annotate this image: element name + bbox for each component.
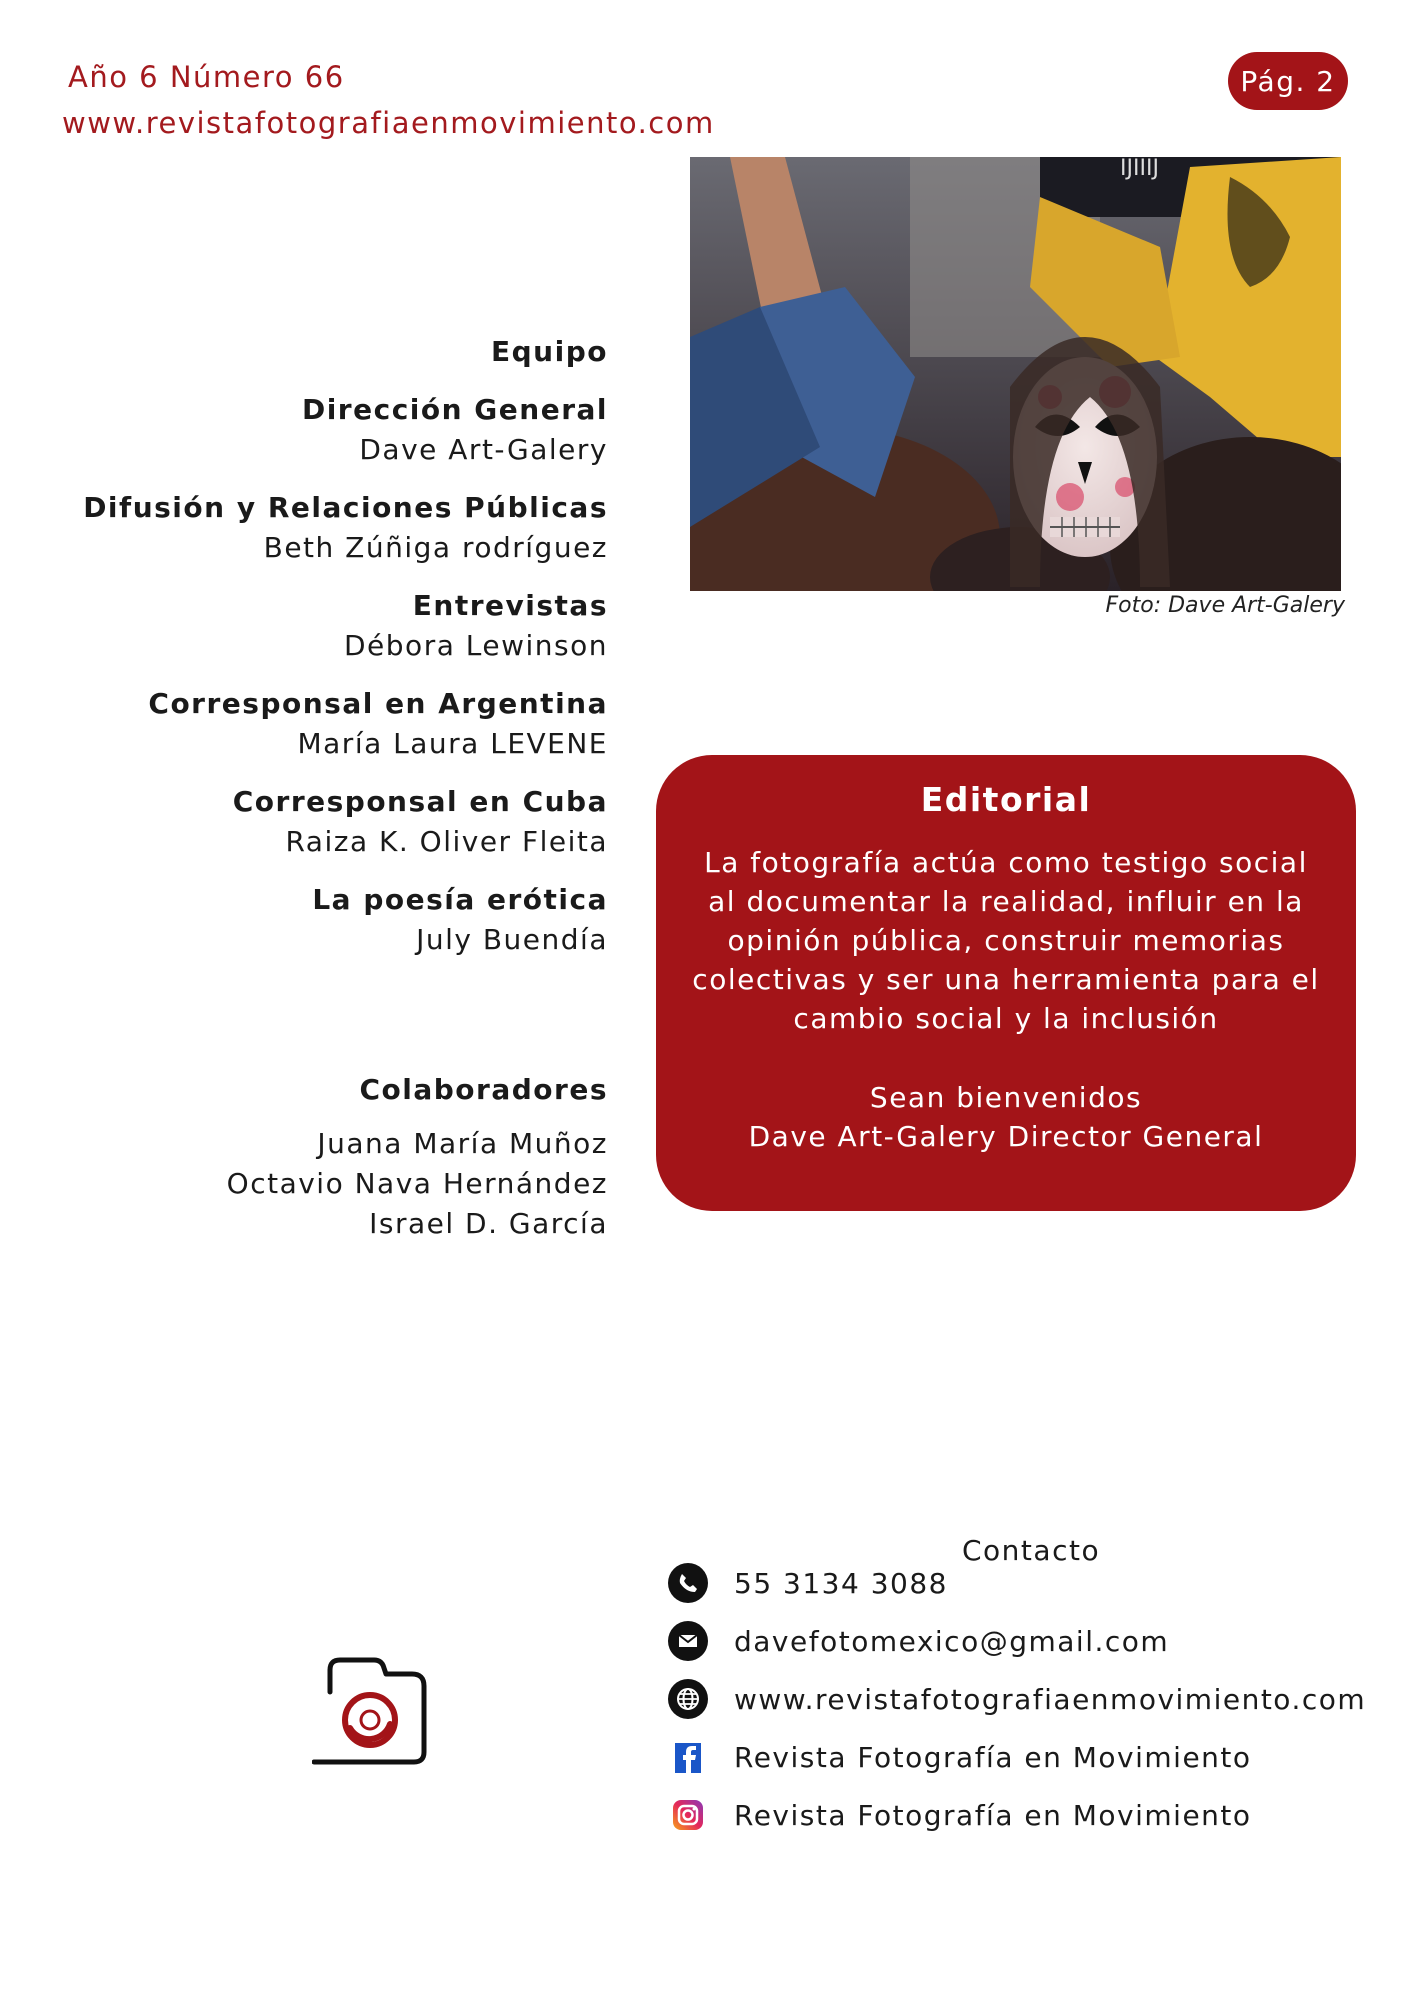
phone-icon xyxy=(668,1563,708,1603)
team-role-block xyxy=(48,488,608,568)
role-title: Difusión y Relaciones Públicas xyxy=(83,491,608,524)
contact-web[interactable] xyxy=(668,1679,1366,1719)
role-title: Corresponsal en Argentina xyxy=(148,687,608,720)
header-website-link[interactable]: www.revistafotografiaenmovimiento.com xyxy=(62,106,715,140)
collaborators-title: Colaboradores xyxy=(359,1073,608,1106)
role-title: La poesía erótica xyxy=(312,883,608,916)
page-number-badge: Pág. 2 xyxy=(1228,52,1348,110)
team-role-block xyxy=(48,880,608,960)
website-link: www.revistafotografiaenmovimiento.com xyxy=(734,1682,1367,1716)
role-title: Entrevistas xyxy=(412,589,608,622)
role-title: Dirección General xyxy=(301,393,608,426)
role-title: Corresponsal en Cuba xyxy=(232,785,608,818)
team-section xyxy=(48,332,608,960)
role-name: July Buendía xyxy=(416,923,608,956)
role-name: Dave Art-Galery xyxy=(359,433,608,466)
team-role-block xyxy=(48,782,608,862)
team-role-block xyxy=(48,390,608,470)
contact-title: Contacto xyxy=(962,1534,1101,1567)
editorial-greeting: Sean bienvenidos xyxy=(869,1081,1143,1114)
contact-facebook[interactable] xyxy=(668,1737,1252,1777)
role-name: Débora Lewinson xyxy=(344,629,608,662)
cover-photo xyxy=(690,157,1341,591)
issue-number: Año 6 Número 66 xyxy=(68,60,345,94)
camera-logo xyxy=(312,1652,432,1772)
team-role-block xyxy=(48,684,608,764)
contact-email[interactable] xyxy=(668,1621,1169,1661)
instagram-link: Revista Fotografía en Movimiento xyxy=(734,1798,1252,1832)
facebook-icon xyxy=(668,1737,708,1777)
role-name: María Laura LEVENE xyxy=(297,727,608,760)
email-address: davefotomexico@gmail.com xyxy=(734,1624,1170,1658)
phone-number: 55 3134 3088 xyxy=(734,1566,948,1600)
role-name: Raiza K. Oliver Fleita xyxy=(285,825,608,858)
team-title: Equipo xyxy=(491,335,608,368)
facebook-link: Revista Fotografía en Movimiento xyxy=(734,1740,1252,1774)
globe-icon xyxy=(668,1679,708,1719)
collaborator-name: Octavio Nava Hernández xyxy=(226,1167,608,1200)
team-role-block xyxy=(48,586,608,666)
role-name: Beth Zúñiga rodríguez xyxy=(263,531,608,564)
collaborator-name: Israel D. García xyxy=(369,1207,608,1240)
editorial-body: La fotografía actúa como testigo social al documentar la realidad, influir en la opinión pública, construir memorias colectivas y ser una herramienta para el cambio social y la inclusión xyxy=(692,846,1320,1035)
editorial-title: Editorial xyxy=(920,780,1092,819)
contact-phone[interactable] xyxy=(668,1563,948,1603)
contact-instagram[interactable] xyxy=(668,1795,1252,1835)
photo-caption: Foto: Dave Art-Galery xyxy=(1105,593,1345,618)
editorial-box xyxy=(656,755,1356,1211)
svg-text:IJIIIJ: IJIIIJ xyxy=(1120,157,1159,181)
mail-icon xyxy=(668,1621,708,1661)
editorial-signature: Dave Art-Galery Director General xyxy=(748,1120,1264,1153)
collaborators-section xyxy=(48,1070,608,1244)
instagram-icon xyxy=(668,1795,708,1835)
collaborator-name: Juana María Muñoz xyxy=(317,1127,608,1160)
